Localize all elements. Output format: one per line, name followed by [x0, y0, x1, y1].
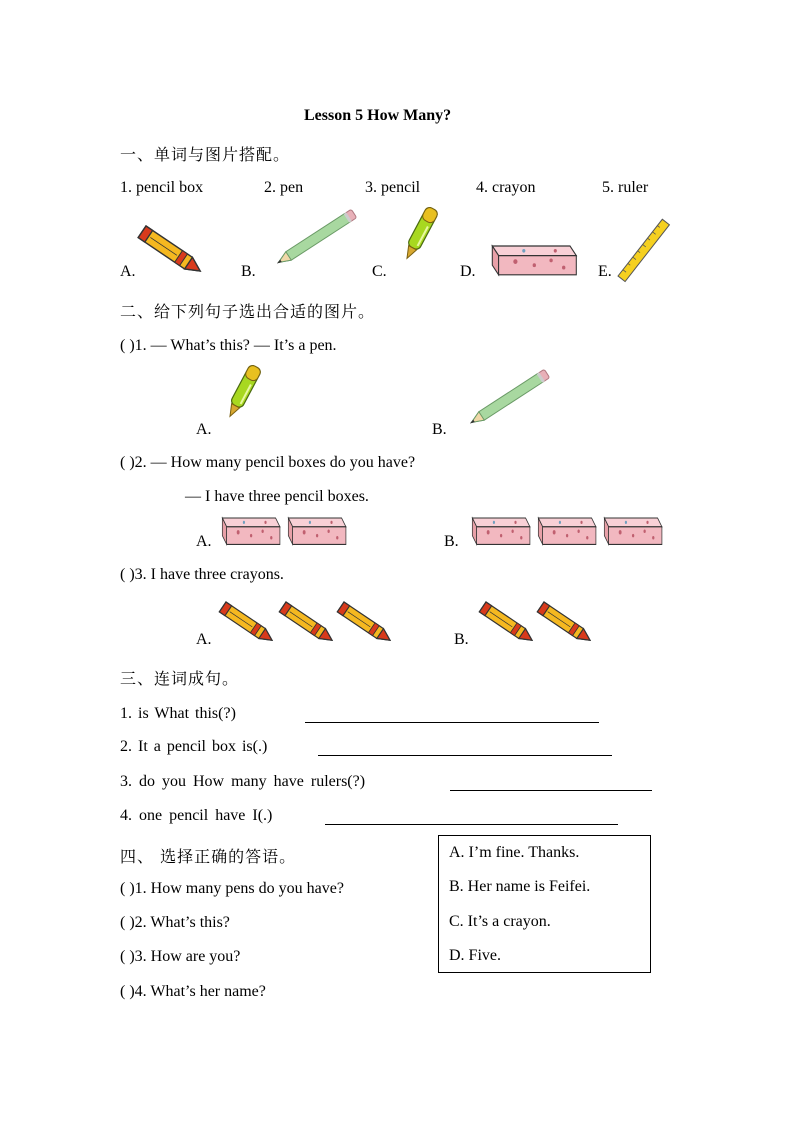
option-label: A.: [120, 263, 136, 280]
answer-option: B. Her name is Feifei.: [449, 878, 591, 895]
word-item: 1. pencil box: [120, 179, 204, 196]
question-item: ( )1. How many pens do you have?: [120, 880, 344, 897]
scramble-item: 3. do you How many have rulers(?): [120, 773, 366, 790]
option-label: B.: [241, 263, 256, 280]
pen-icon: [395, 208, 455, 280]
question-2: ( )2. — How many pencil boxes do you have?: [120, 454, 416, 471]
section-2-heading: 二、给下列句子选出合适的图片。: [120, 302, 376, 321]
page-title: Lesson 5 How Many?: [304, 107, 452, 124]
option-label: C.: [372, 263, 387, 280]
scramble-item: 4. one pencil have I(.): [120, 807, 273, 824]
word-item: 5. ruler: [602, 179, 649, 196]
answer-line: [450, 790, 652, 791]
ruler-icon: [612, 218, 672, 282]
section-3-heading: 三、连词成句。: [120, 669, 240, 688]
section-1-heading: 一、单词与图片搭配。: [120, 145, 291, 164]
pen-icon: [218, 366, 278, 438]
pencil-box-icon: [600, 518, 666, 548]
option-label: B.: [432, 421, 447, 438]
option-label: B.: [444, 533, 459, 550]
question-item: ( )3. How are you?: [120, 948, 241, 965]
word-item: 3. pencil: [365, 179, 421, 196]
option-label: B.: [454, 631, 469, 648]
option-label: A.: [196, 631, 212, 648]
scramble-item: 2. It a pencil box is(.): [120, 738, 268, 755]
pencil-box-icon: [218, 518, 284, 548]
pencil-box-icon: [284, 518, 350, 548]
question-item: ( )4. What’s her name?: [120, 983, 266, 1000]
pencil-box-icon: [486, 242, 582, 278]
option-label: A.: [196, 421, 212, 438]
crayon-icon: [222, 596, 284, 646]
crayon-icon: [540, 596, 602, 646]
word-item: 4. crayon: [476, 179, 536, 196]
question-2-answer: — I have three pencil boxes.: [185, 488, 369, 505]
question-3: ( )3. I have three crayons.: [120, 566, 284, 583]
answer-box: [438, 835, 651, 973]
pencil-box-icon: [468, 518, 534, 548]
answer-line: [325, 824, 618, 825]
scramble-item: 1. is What this(?): [120, 705, 236, 722]
option-label: D.: [460, 263, 476, 280]
crayon-icon: [140, 218, 220, 278]
answer-line: [305, 722, 599, 723]
answer-option: C. It’s a crayon.: [449, 913, 551, 930]
question-1: ( )1. — What’s this? — It’s a pen.: [120, 337, 337, 354]
crayon-icon: [282, 596, 344, 646]
answer-option: D. Five.: [449, 947, 501, 964]
pencil-icon: [455, 370, 555, 440]
question-item: ( )2. What’s this?: [120, 914, 230, 931]
answer-option: A. I’m fine. Thanks.: [449, 844, 580, 861]
crayon-icon: [340, 596, 402, 646]
pencil-box-icon: [534, 518, 600, 548]
section-4-heading: 四、 选择正确的答语。: [120, 847, 297, 866]
pencil-icon: [262, 210, 362, 280]
word-item: 2. pen: [264, 179, 304, 196]
option-label: E.: [598, 263, 612, 280]
crayon-icon: [482, 596, 544, 646]
answer-line: [318, 755, 612, 756]
option-label: A.: [196, 533, 212, 550]
